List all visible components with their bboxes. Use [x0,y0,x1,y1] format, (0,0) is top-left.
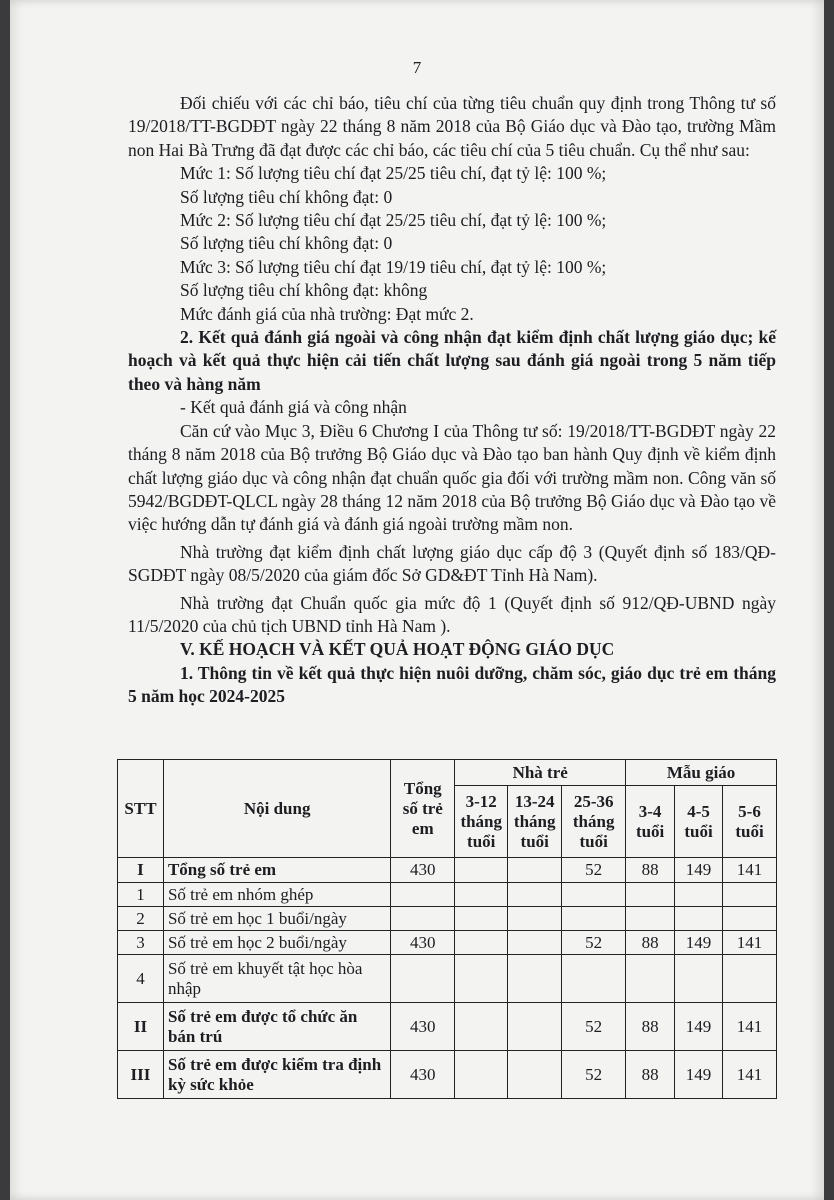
heading-subsection-1: 1. Thông tin về kết quả thực hiện nuôi dưỡng, chăm sóc, giáo dục trẻ em tháng 5 năm học 2024-2025 [128,662,776,707]
header-age-3-4: 3-4 tuổi [626,786,675,858]
row-y5-6: 141 [723,931,777,955]
table-row [118,858,777,883]
row-total: 430 [391,858,455,883]
row-m25-36 [562,907,626,931]
row-stt: I [118,858,164,883]
table-row [118,955,777,1003]
paragraph-legal-basis: Căn cứ vào Mục 3, Điều 6 Chương I của Thông tư số: 19/2018/TT-BGDĐT ngày 22 tháng 8 năm 2018 của Bộ trưởng Bộ Giáo dục và Đào tạo ban hành Quy định về kiểm định chất lượng giáo dục và công nhận đạt chuẩn quốc gia đối với trường mầm non. Công văn số 5942/BGDĐT-QLCL ngày 28 tháng 12 năm 2018 của Bộ trưởng Bộ Giáo dục và Đào tạo về việc hướng dẫn tự đánh giá và đánh giá ngoài trường mầm non. [128,420,776,535]
row-y5-6: 141 [723,1051,777,1099]
paragraph-level3: Mức 3: Số lượng tiêu chí đạt 19/19 tiêu chí, đạt tỷ lệ: 100 %; [180,256,607,277]
row-stt: 1 [118,883,164,907]
header-age-4-5: 4-5 tuổi [675,786,723,858]
paragraph-intro: Đối chiếu với các chỉ báo, tiêu chí của từng tiêu chuẩn quy định trong Thông tư số 19/2018/TT-BGDĐT ngày 22 tháng 8 năm 2018 của Bộ Giáo dục và Đào tạo, trường Mầm non Hai Bà Trưng đã đạt được các chỉ báo, các tiêu chí của 5 tiêu chuẩn. Cụ thể như sau: [128,93,776,160]
row-m3-12 [455,883,508,907]
paragraph-level3-fail: Số lượng tiêu chí không đạt: không [180,280,428,301]
row-label: Số trẻ em học 1 buổi/ngày [163,907,390,931]
paragraph-level1: Mức 1: Số lượng tiêu chí đạt 25/25 tiêu chí, đạt tỷ lệ: 100 %; [180,163,607,184]
row-y5-6 [723,883,777,907]
row-stt: III [118,1051,164,1099]
row-y3-4 [626,883,675,907]
row-m3-12 [455,1051,508,1099]
table-row [118,883,777,907]
row-y3-4: 88 [626,1051,675,1099]
row-y3-4: 88 [626,1003,675,1051]
row-y4-5: 149 [675,931,723,955]
row-m13-24 [508,1051,562,1099]
row-stt: 4 [118,955,164,1003]
document-body [128,92,776,709]
row-m3-12 [455,931,508,955]
header-age-25-36: 25-36 tháng tuổi [562,786,626,858]
table-row [118,1051,777,1099]
row-m3-12 [455,955,508,1003]
row-m13-24 [508,1003,562,1051]
header-nursery: Nhà trẻ [455,760,626,786]
row-total: 430 [391,931,455,955]
row-m13-24 [508,907,562,931]
row-y4-5: 149 [675,1051,723,1099]
row-y5-6: 141 [723,1003,777,1051]
paragraph-level2-fail: Số lượng tiêu chí không đạt: 0 [180,233,393,254]
row-m3-12 [455,1003,508,1051]
header-content: Nội dung [163,760,390,858]
row-y5-6: 141 [723,858,777,883]
row-stt: 2 [118,907,164,931]
heading-section-v: V. KẾ HOẠCH VÀ KẾT QUẢ HOẠT ĐỘNG GIÁO DỤC [180,639,615,660]
row-m3-12 [455,858,508,883]
row-y4-5 [675,907,723,931]
row-m25-36: 52 [562,931,626,955]
row-y5-6 [723,907,777,931]
header-age-3-12: 3-12 tháng tuổi [455,786,508,858]
row-label: Số trẻ em nhóm ghép [163,883,390,907]
row-y5-6 [723,955,777,1003]
row-total: 430 [391,1051,455,1099]
row-y4-5: 149 [675,858,723,883]
paragraph-level1-fail: Số lượng tiêu chí không đạt: 0 [180,186,393,207]
paragraph-school-level: Mức đánh giá của nhà trường: Đạt mức 2. [180,303,474,324]
paragraph-result-label: - Kết quả đánh giá và công nhận [180,397,407,418]
row-m13-24 [508,883,562,907]
paragraph-national-standard: Nhà trường đạt Chuẩn quốc gia mức độ 1 (Quyết định số 912/QĐ-UBND ngày 11/5/2020 của chủ tịch UBND tỉnh Hà Nam ). [128,592,776,636]
header-stt: STT [118,760,164,858]
row-m13-24 [508,955,562,1003]
row-total [391,907,455,931]
paragraph-level2: Mức 2: Số lượng tiêu chí đạt 25/25 tiêu chí, đạt tỷ lệ: 100 %; [180,210,607,231]
row-total [391,955,455,1003]
row-y4-5 [675,883,723,907]
row-total [391,883,455,907]
row-stt: II [118,1003,164,1051]
row-stt: 3 [118,931,164,955]
row-m13-24 [508,858,562,883]
table-row [118,931,777,955]
row-y3-4: 88 [626,858,675,883]
table-row [118,907,777,931]
row-y3-4 [626,955,675,1003]
row-label: Tổng số trẻ em [163,858,390,883]
header-total: Tổng số trẻ em [391,760,455,858]
row-y3-4: 88 [626,931,675,955]
row-m25-36: 52 [562,1051,626,1099]
row-label: Số trẻ em được tổ chức ăn bán trú [163,1003,390,1051]
header-kindergarten: Mẫu giáo [626,760,777,786]
row-m25-36 [562,883,626,907]
row-m25-36: 52 [562,858,626,883]
row-m3-12 [455,907,508,931]
document-page [10,0,824,1200]
row-total: 430 [391,1003,455,1051]
header-age-5-6: 5-6 tuổi [723,786,777,858]
row-m13-24 [508,931,562,955]
row-m25-36: 52 [562,1003,626,1051]
heading-section-2: 2. Kết quả đánh giá ngoài và công nhận đạt kiểm định chất lượng giáo dục; kế hoạch và kết quả thực hiện cải tiến chất lượng sau đánh giá ngoài trong 5 năm tiếp theo và hàng năm [128,327,776,394]
row-m25-36 [562,955,626,1003]
row-y4-5 [675,955,723,1003]
row-label: Số trẻ em học 2 buổi/ngày [163,931,390,955]
table-row [118,1003,777,1051]
paragraph-accreditation: Nhà trường đạt kiểm định chất lượng giáo dục cấp độ 3 (Quyết định số 183/QĐ-SGDĐT ngày 08/5/2020 của giám đốc Sở GD&ĐT Tỉnh Hà Nam). [128,541,776,586]
row-label: Số trẻ em được kiểm tra định kỳ sức khỏe [163,1051,390,1099]
children-statistics-table [117,759,777,1099]
page-number: 7 [412,58,422,77]
header-age-13-24: 13-24 tháng tuổi [508,786,562,858]
row-y3-4 [626,907,675,931]
row-label: Số trẻ em khuyết tật học hòa nhập [163,955,390,1003]
row-y4-5: 149 [675,1003,723,1051]
